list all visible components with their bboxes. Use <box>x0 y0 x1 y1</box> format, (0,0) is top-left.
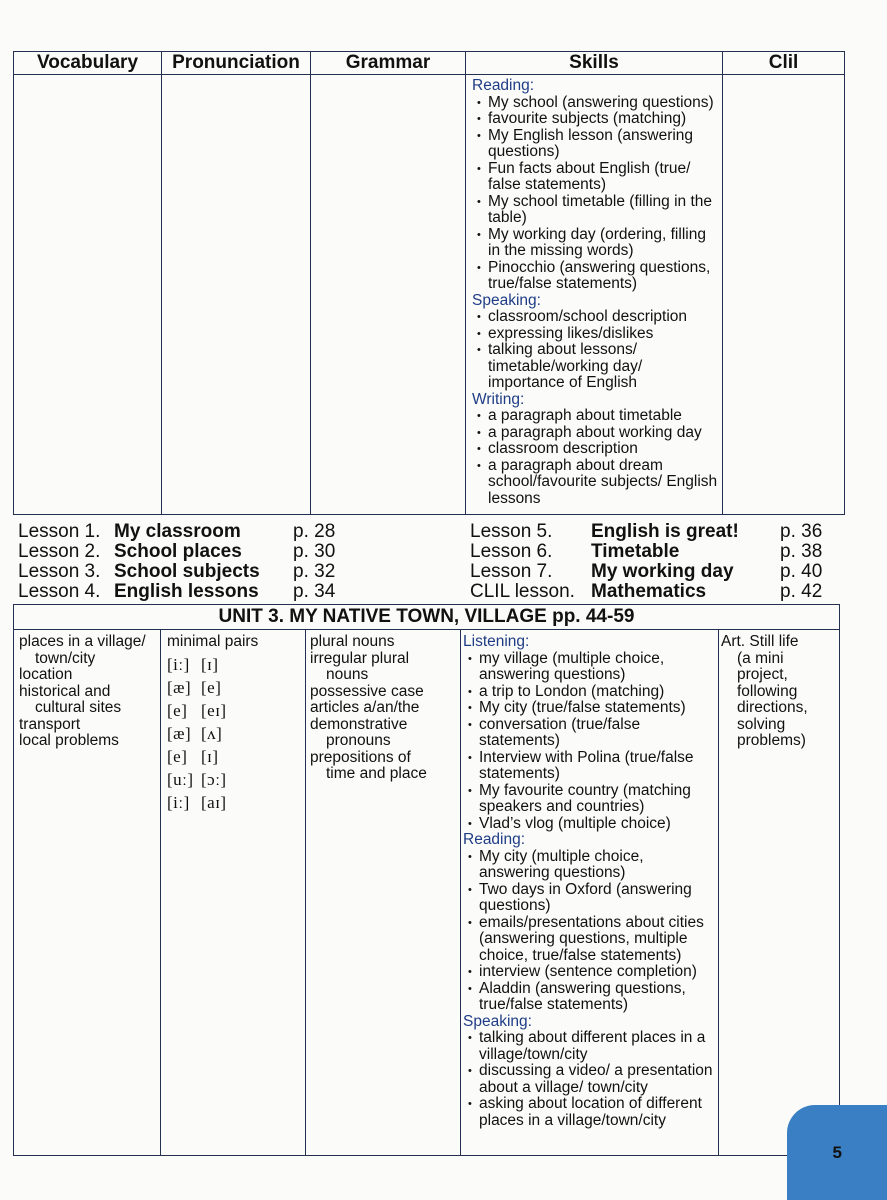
skills-item: • interview (sentence completion) <box>463 964 714 981</box>
header-skills: Skills <box>466 52 723 75</box>
phoneme: [iː] <box>167 654 190 674</box>
skills-section-list <box>472 95 718 293</box>
skills-item: • Two days in Oxford (answering questions) <box>463 882 714 915</box>
skills-item: • classroom/school description <box>472 309 718 326</box>
lesson-number: CLIL lesson. <box>470 581 575 602</box>
unit3-vocabulary-cell <box>14 630 161 1156</box>
skills-item: • talking about different places in a village/town/city <box>463 1030 714 1063</box>
minimal-pair <box>167 653 303 676</box>
unit2-skills-list <box>472 78 718 507</box>
skills-item: • emails/presentations about cities (answering questions, multiple choice, true/false statements) <box>463 915 714 965</box>
grammar-item: prepositions of <box>310 748 411 766</box>
minimal-pair <box>167 768 303 791</box>
clil-item: directions, <box>737 699 808 716</box>
phoneme: [e] <box>167 700 188 720</box>
unit3-table <box>13 604 840 1156</box>
unit3-row <box>14 630 840 1156</box>
minimal-pair <box>167 699 303 722</box>
minimal-pair <box>167 676 303 699</box>
lesson-number: Lesson 2. <box>18 541 101 562</box>
unit3-skills-cell <box>461 630 719 1156</box>
unit2-table <box>13 51 845 515</box>
lesson-number: Lesson 6. <box>470 541 553 562</box>
skills-section-label: Speaking: <box>463 1012 532 1030</box>
skills-item: • My English lesson (answering questions) <box>472 128 718 161</box>
lesson-row <box>18 542 348 562</box>
phoneme: [iː] <box>167 792 190 812</box>
phoneme: [eɪ] <box>201 700 227 720</box>
lessons-right <box>470 522 830 602</box>
skills-item: • talking about lessons/ timetable/working day/ importance of English <box>472 342 718 392</box>
skills-item: • My city (true/false statements) <box>463 700 714 717</box>
clil-item: solving <box>737 715 786 733</box>
grammar-item: possessive case <box>310 682 424 700</box>
skills-item: • expressing likes/dislikes <box>472 326 718 343</box>
unit3-skills-list <box>463 634 714 1129</box>
grammar-item: pronouns <box>326 732 391 749</box>
skills-item: • conversation (true/false statements) <box>463 717 714 750</box>
lesson-title: Timetable <box>591 541 680 562</box>
phoneme: [ɔː] <box>201 769 227 789</box>
skills-section-label: Reading: <box>472 77 535 94</box>
grammar-item: plural nouns <box>310 633 395 650</box>
skills-item: • Pinocchio (answering questions, true/false statements) <box>472 260 718 293</box>
skills-item: • discussing a video/ a presentation about a village/ town/city <box>463 1063 714 1096</box>
skills-item: • My favourite country (matching speakers and countries) <box>463 783 714 816</box>
lesson-number: Lesson 4. <box>18 581 101 602</box>
lesson-row <box>470 582 830 602</box>
lesson-page: p. 38 <box>780 541 823 562</box>
lesson-number: Lesson 1. <box>18 521 101 542</box>
lesson-page: p. 30 <box>293 541 336 562</box>
skills-item: • classroom description <box>472 441 718 458</box>
lesson-number: Lesson 5. <box>470 521 553 542</box>
phoneme: [ɪ] <box>201 746 219 766</box>
phoneme: [uː] <box>167 769 194 789</box>
clil-item: following <box>737 682 798 700</box>
skills-item: • favourite subjects (matching) <box>472 111 718 128</box>
unit3-pronunciation-cell <box>161 630 306 1156</box>
skills-item: • My working day (ordering, filling in the missing words) <box>472 227 718 260</box>
vocabulary-item: cultural sites <box>35 699 122 716</box>
minimal-pairs-list <box>167 653 303 814</box>
lesson-page: p. 34 <box>293 581 336 602</box>
skills-section-label: Speaking: <box>472 291 541 309</box>
skills-item: • Interview with Polina (true/false statements) <box>463 750 714 783</box>
unit2-clil-cell <box>723 75 845 515</box>
skills-section-label: Writing: <box>472 390 525 408</box>
lesson-row <box>470 562 830 582</box>
skills-item: • Fun facts about English (true/ false statements) <box>472 161 718 194</box>
lesson-number: Lesson 3. <box>18 561 101 582</box>
skills-item: • a trip to London (matching) <box>463 684 714 701</box>
lesson-title: My working day <box>591 561 734 582</box>
grammar-item: nouns <box>326 666 369 683</box>
clil-item: (a mini <box>737 649 784 667</box>
lesson-title: School subjects <box>114 561 260 582</box>
lesson-title: Mathematics <box>591 581 707 602</box>
clil-item: problems) <box>737 732 806 749</box>
skills-section-label: Reading: <box>463 831 526 848</box>
unit3-grammar-list <box>310 634 458 783</box>
skills-item: • asking about location of different places in a village/town/city <box>463 1096 714 1129</box>
lesson-row <box>18 582 348 602</box>
skills-item: • My city (multiple choice, answering questions) <box>463 849 714 882</box>
lesson-number: Lesson 7. <box>470 561 553 582</box>
lesson-row <box>18 562 348 582</box>
skills-section-list <box>472 408 718 507</box>
unit3-grammar-cell <box>306 630 461 1156</box>
lesson-row <box>470 542 830 562</box>
skills-section-list <box>472 309 718 392</box>
clil-item: project, <box>737 666 788 683</box>
skills-section-list <box>463 1030 714 1129</box>
unit3-title: UNIT 3. MY NATIVE TOWN, VILLAGE pp. 44-59 <box>14 605 840 630</box>
grammar-item: articles a/an/the <box>310 699 420 716</box>
header-row <box>14 52 845 75</box>
page-number: 5 <box>832 1143 842 1162</box>
phoneme: [e] <box>201 677 222 697</box>
lesson-row <box>18 522 348 542</box>
unit3-vocabulary-list <box>19 634 158 750</box>
skills-section-label: Listening: <box>463 633 530 650</box>
lessons-left <box>18 522 348 602</box>
minimal-pair <box>167 791 303 814</box>
unit3-clil-cell <box>719 630 840 1156</box>
skills-item: • My school timetable (filling in the table) <box>472 194 718 227</box>
grammar-item: irregular plural <box>310 649 410 667</box>
phoneme: [e] <box>167 746 188 766</box>
header-vocabulary: Vocabulary <box>14 52 162 75</box>
vocabulary-item: local problems <box>19 732 119 749</box>
unit3-title-row <box>14 605 840 630</box>
header-clil: Clil <box>723 52 845 75</box>
phoneme: [æ] <box>167 677 192 697</box>
header-grammar: Grammar <box>311 52 466 75</box>
lesson-page: p. 42 <box>780 581 823 602</box>
skills-section-list <box>463 849 714 1014</box>
lesson-row <box>470 522 830 542</box>
grammar-item: time and place <box>326 765 427 782</box>
skills-item: • a paragraph about working day <box>472 425 718 442</box>
phoneme: [ɪ] <box>201 654 219 674</box>
unit3-clil-list <box>721 634 837 750</box>
lesson-page: p. 36 <box>780 521 823 542</box>
phoneme: [ʌ] <box>201 723 223 743</box>
header-pronunciation: Pronunciation <box>162 52 311 75</box>
vocabulary-item: places in a village/ <box>19 633 146 650</box>
clil-item: Art. Still life <box>721 633 799 650</box>
lesson-title: English is great! <box>591 521 739 542</box>
vocabulary-item: transport <box>19 715 81 733</box>
skills-item: • Vlad’s vlog (multiple choice) <box>463 816 714 833</box>
skills-item: • Aladdin (answering questions, true/false statements) <box>463 981 714 1014</box>
vocabulary-item: location <box>19 666 73 683</box>
phoneme: [aɪ] <box>201 792 227 812</box>
phoneme: [æ] <box>167 723 192 743</box>
unit2-vocabulary-cell <box>14 75 162 515</box>
grammar-item: demonstrative <box>310 715 408 733</box>
skills-item: • My school (answering questions) <box>472 95 718 112</box>
minimal-pair <box>167 722 303 745</box>
vocabulary-item: town/city <box>35 649 96 667</box>
lesson-page: p. 40 <box>780 561 823 582</box>
skills-item: • a paragraph about dream school/favourite subjects/ English lessons <box>472 458 718 508</box>
skills-section-list <box>463 651 714 833</box>
lesson-title: School places <box>114 541 242 562</box>
skills-item: • my village (multiple choice, answering questions) <box>463 651 714 684</box>
minimal-pair <box>167 745 303 768</box>
unit2-grammar-cell <box>311 75 466 515</box>
unit2-row <box>14 75 845 515</box>
vocabulary-item: historical and <box>19 682 111 700</box>
unit2-pronunciation-cell <box>162 75 311 515</box>
skills-item: • a paragraph about timetable <box>472 408 718 425</box>
lesson-title: My classroom <box>114 521 241 542</box>
minimal-pairs-label: minimal pairs <box>167 633 259 650</box>
lesson-page: p. 28 <box>293 521 336 542</box>
lesson-title: English lessons <box>114 581 259 602</box>
lesson-page: p. 32 <box>293 561 336 582</box>
unit2-skills-cell <box>466 75 723 515</box>
